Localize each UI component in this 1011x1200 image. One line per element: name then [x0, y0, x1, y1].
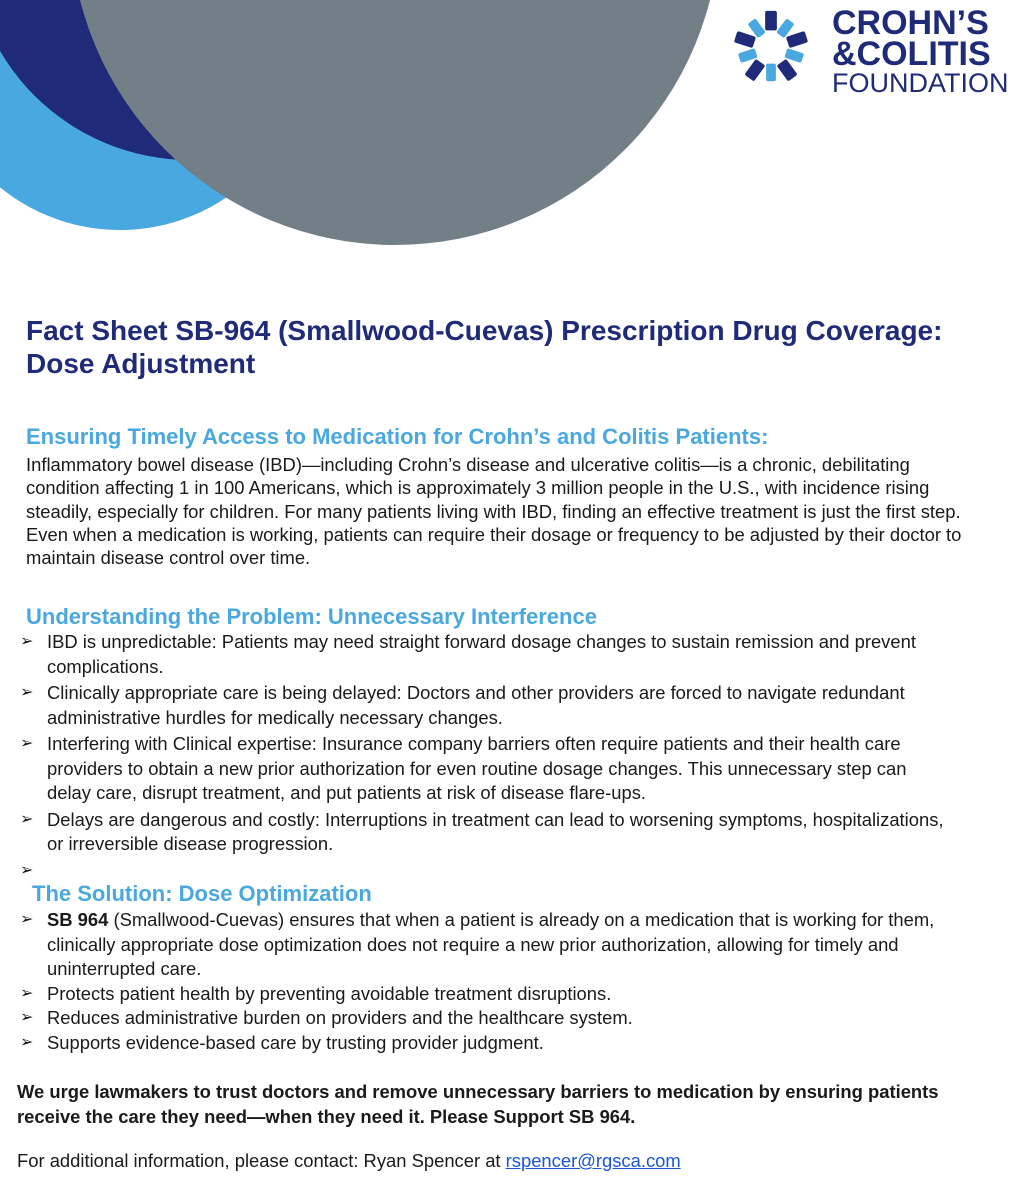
- problem-bullet-list: [0, 630, 1000, 883]
- bullet-text: Reduces administrative burden on providers and the healthcare system.: [47, 1007, 633, 1028]
- arrowhead-bullet-icon: ➢: [20, 1033, 34, 1051]
- arrowhead-bullet-icon: ➢: [20, 810, 34, 828]
- list-item: [0, 808, 947, 857]
- list-item: [0, 1031, 947, 1056]
- contact-prefix: For additional information, please contact: Ryan Spencer at: [17, 1150, 506, 1171]
- arrowhead-bullet-icon: ➢: [20, 984, 34, 1002]
- section-heading-problem: Understanding the Problem: Unnecessary Interference: [26, 604, 597, 629]
- bullet-text: Protects patient health by preventing avoidable treatment disruptions.: [47, 982, 612, 1004]
- list-item: [0, 732, 947, 806]
- bill-number: SB 964: [47, 909, 109, 930]
- bullet-text: (Smallwood-Cuevas) ensures that when a patient is already on a medication that is working for them, clinically appropriate dose optimization does not require a new prior authorization, allowing for timely and uninterrupted care.: [47, 909, 935, 979]
- list-item: [0, 982, 947, 1007]
- logo-line-foundation: FOUNDATION: [832, 68, 1009, 98]
- section-heading-solution: The Solution: Dose Optimization: [32, 881, 372, 906]
- list-item: [0, 1006, 947, 1031]
- logo-line-crohns: CROHN’S: [832, 4, 989, 42]
- star-ring-logo-icon: [722, 4, 820, 92]
- bullet-text: Delays are dangerous and costly: Interruptions in treatment can lead to worsening symptoms, hospitalizations, or irreversible disease progression.: [47, 808, 944, 854]
- bullet-text: Supports evidence-based care by trusting provider judgment.: [47, 1031, 544, 1053]
- bullet-text: Interfering with Clinical expertise: Insurance company barriers often require patients and their health care providers to obtain a new prior authorization for even routine dosage changes. This unnecessary step can delay care, disrupt treatment, and put patients at risk of disease flare-ups.: [47, 733, 907, 803]
- section-body-access: Inflammatory bowel disease (IBD)—including Crohn’s disease and ulcerative colitis—is a chronic, debilitating condition affecting 1 in 100 Americans, which is approximately 3 million people in the U.S., with incidence rising steadily, especially for children. For many patients living with IBD, finding an effective treatment is just the first step. Even when a medication is working, patients can require their dosage or frequency to be adjusted by their doctor to maintain disease control over time.: [26, 454, 962, 569]
- page-title: Fact Sheet SB-964 (Smallwood-Cuevas) Prescription Drug Coverage: Dose Adjustment: [26, 315, 943, 379]
- list-item: [0, 630, 947, 679]
- arrowhead-bullet-icon: ➢: [20, 735, 34, 752]
- arrowhead-bullet-icon: ➢: [20, 911, 34, 928]
- bullet-text: IBD is unpredictable: Patients may need straight forward dosage changes to sustain remission and prevent complications.: [47, 631, 916, 677]
- logo-line-colitis: &COLITIS: [832, 35, 991, 73]
- contact-line: [17, 1150, 997, 1172]
- call-to-action: We urge lawmakers to trust doctors and remove unnecessary barriers to medication by ensuring patients receive the care they need—when they need it. Please Support SB 964.: [17, 1081, 939, 1127]
- contact-email-link[interactable]: rspencer@rgsca.com: [505, 1150, 681, 1171]
- arrowhead-bullet-icon: ➢: [20, 861, 34, 879]
- list-item: [0, 681, 947, 730]
- arrowhead-bullet-icon: ➢: [20, 633, 34, 650]
- list-item: [0, 859, 947, 883]
- arrowhead-bullet-icon: ➢: [20, 684, 34, 701]
- section-heading-access: Ensuring Timely Access to Medication for Crohn’s and Colitis Patients:: [26, 424, 769, 449]
- list-item: [0, 908, 947, 982]
- foundation-logo: [722, 2, 1011, 97]
- solution-bullet-list: [0, 908, 1000, 1055]
- bullet-text: Clinically appropriate care is being delayed: Doctors and other providers are forced to navigate redundant administrative hurdles for medically necessary changes.: [47, 682, 905, 728]
- arrowhead-bullet-icon: ➢: [20, 1009, 34, 1026]
